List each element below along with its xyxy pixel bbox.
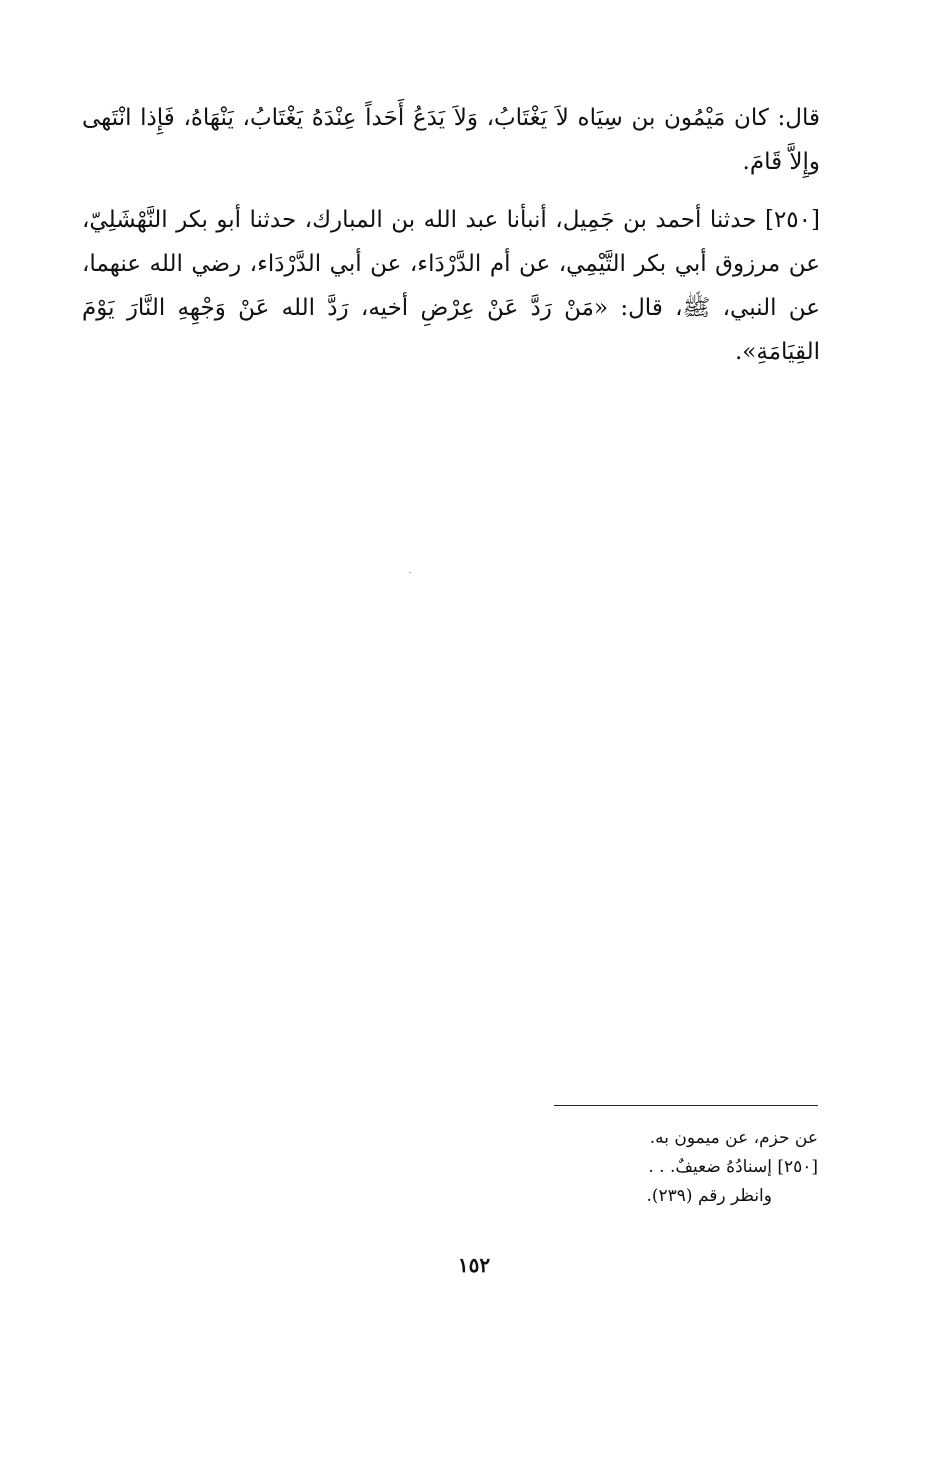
scan-artifact bbox=[409, 572, 411, 573]
body-paragraph-2: [٢٥٠] حدثنا أحمد بن جَمِيل، أنبأنا عبد الله بن المبارك، حدثنا أبو بكر النَّهْشَلِيّ، عن مرزوق أبي بكر التَّيْمِي، عن أم الدَّرْدَاء، عن أبي الدَّرْدَاء، رضي الله عنهما، عن النبي، ﷺ، قال: «مَنْ رَدَّ عَنْ عِرْضِ أخيه، رَدَّ الله عَنْ وَجْهِهِ النَّارَ يَوْمَ القِيَامَةِ». bbox=[82, 207, 820, 365]
footnote-separator bbox=[554, 1105, 818, 1106]
footnote-line-2: [٢٥٠] إسنادُهُ ضعيفٌ. . . bbox=[648, 1157, 818, 1177]
page-number: ١٥٢ bbox=[457, 1253, 491, 1277]
footnote-line-3: وانظر رقم (٢٣٩). bbox=[646, 1186, 772, 1206]
footnote-line-1: عن حزم، عن ميمون به. bbox=[649, 1128, 818, 1148]
footnotes bbox=[540, 1124, 818, 1211]
body-paragraph-1: قال: كان مَيْمُون بن سِيَاه لاَ يَغْتَابُ، وَلاَ يَدَعُ أَحَداً عِنْدَهُ يَغْتَابُ، يَنْهَاهُ، فَإِذا انْتَهى وإِلاَّ قَامَ. bbox=[82, 105, 820, 175]
